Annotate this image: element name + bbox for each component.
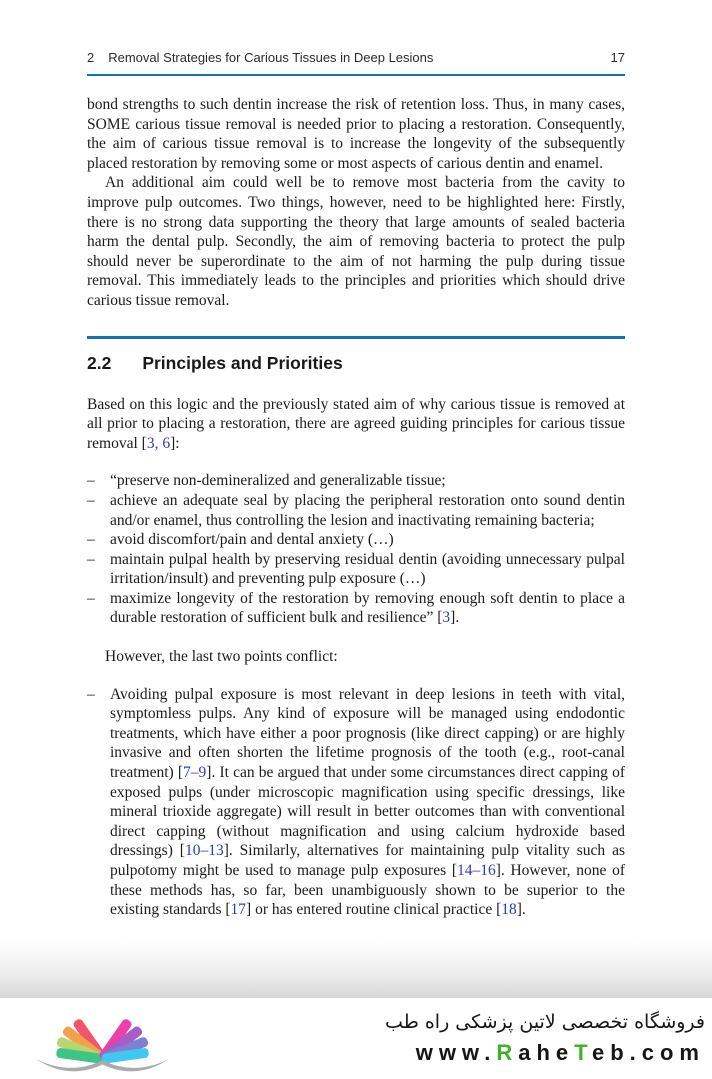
paragraph-additional-aim [87,173,625,310]
conflict-list [87,685,625,920]
citation-link[interactable]: 17 [230,901,247,919]
dash-marker: – [87,685,95,703]
citation-link[interactable]: 18 [501,901,517,919]
dash-marker: – [87,589,95,607]
text-run: ]. It can be argued that under some circumstances direct capping of exposed pulps (under microscopic magnification using specific dressings, like mineral trioxide aggregate) will result in better outcomes than with conventional direct capping (without magnification and using calcium hydroxide based dressings) [ [110,764,625,860]
dash-marker: – [87,550,95,568]
paragraph-conflict [87,647,625,667]
chapter-title: Removal Strategies for Carious Tissues in Deep Lesions [108,50,434,65]
running-header [87,0,625,76]
section-title: Principles and Priorities [142,352,343,373]
section-number: 2.2 [87,352,112,373]
dash-marker: – [87,531,95,549]
text-run: maximize longevity of the restoration by removing enough soft dentin to place a durable restoration of sufficient bulk and resilience” [ [110,589,625,627]
citation-link[interactable]: 14–16 [456,862,496,879]
store-name-fa: فروشگاه تخصصی لاتین پزشکی راه طب [385,1011,705,1033]
text-run: eb.com [591,1040,705,1065]
watermark-footer [0,998,712,1079]
citation-link[interactable]: 7–9 [183,764,207,782]
page-number: 17 [610,50,625,65]
text-run: ]: [170,434,180,452]
text-run: achieve an adequate seal by placing the peripheral restoration onto sound dentin and/or enamel, thus controlling the lesion and inactivating remaining bacteria; [110,491,625,529]
text-run: However, the last two points conflict: [105,648,338,666]
list-item-text [110,472,446,489]
list-item-text [110,492,625,529]
text-run: ]. [516,901,526,919]
text-run: Avoiding pulpal exposure is most relevant in deep lesions in teeth with vital, symptomless pulps. Any kind of exposure will be managed using endodontic treatments, which have either a poor prognosis (like direct capping) or are highly invasive and often shorten the lifetime prognosis of the tooth (e.g., root-canal treatment) [ [110,685,625,782]
brand-letter: R [496,1040,519,1065]
list-item [87,491,625,530]
section-heading [87,336,625,374]
page-content [87,0,625,920]
text-run: Based on this logic and the previously stated aim of why carious tissue is removed at all prior to placing a restoration, there are agreed guiding principles for carious tissue removal [ [87,395,625,452]
list-item-text [110,686,625,919]
dash-marker: – [87,491,95,509]
text-run: avoid discomfort/pain and dental anxiety (…) [110,531,394,549]
text-run: ]. [450,609,460,627]
text-run: ahe [518,1040,575,1065]
list-item [87,471,625,491]
brand-letter: T [574,1040,592,1065]
citation-link[interactable]: 3 [442,609,451,627]
text-run: “preserve non-demineralized and generalizable tissue; [110,472,446,490]
text-run: ]. Similarly, alternatives for maintaining pulp vitality such as pulpotomy might be used to manage pulp exposures [ [110,842,625,879]
list-item [87,589,625,628]
website-link[interactable] [385,1038,705,1068]
page-bottom-shadow [0,940,712,998]
text-run: www. [415,1040,497,1065]
citation-link[interactable]: 3, 6 [146,434,171,452]
paragraph-based-on-logic [87,395,625,454]
list-item-text [110,590,625,627]
list-item [87,550,625,589]
principles-list [87,471,625,628]
text-run: ] or has entered routine clinical practice [ [246,901,502,919]
text-run: maintain pulpal health by preserving residual dentin (avoiding unnecessary pulpal irritation/insult) and preventing pulp exposure (…) [110,550,625,588]
list-item [87,530,625,550]
watermark-text [385,1008,705,1068]
logo-book-base [36,1059,169,1071]
list-item [87,685,625,920]
raheteb-open-book-logo [30,1001,175,1077]
running-header-title [87,50,433,65]
citation-link[interactable]: 10–13 [184,842,224,860]
list-item-text [110,551,625,588]
text-run: bond strengths to such dentin increase the risk of retention loss. Thus, in many cases, SOME carious tissue removal is needed prior to placing a restoration. Consequently, the aim of carious tissue removal is to increase the longevity of the subsequently placed restoration by removing some or most aspects of carious dentin and enamel. [87,96,625,172]
list-item-text [110,531,394,548]
text-run: An additional aim could well be to remove most bacteria from the cavity to improve pulp outcomes. Two things, however, need to be highlighted here: Firstly, there is no strong data supporting the theory that large amounts of sealed bacteria harm the dental pulp. Secondly, the aim of removing bacteria to protect the pulp should never be superordinate to the aim of not harming the pulp during tissue removal. This immediately leads to the principles and priorities which should drive carious tissue removal. [87,174,625,309]
dash-marker: – [87,472,95,490]
text-run: ]. However, none of these methods has, so far, been unambiguously shown to be superior to the existing standards [ [110,862,625,919]
paragraph-bond-strengths [87,95,625,173]
chapter-number: 2 [87,50,95,65]
